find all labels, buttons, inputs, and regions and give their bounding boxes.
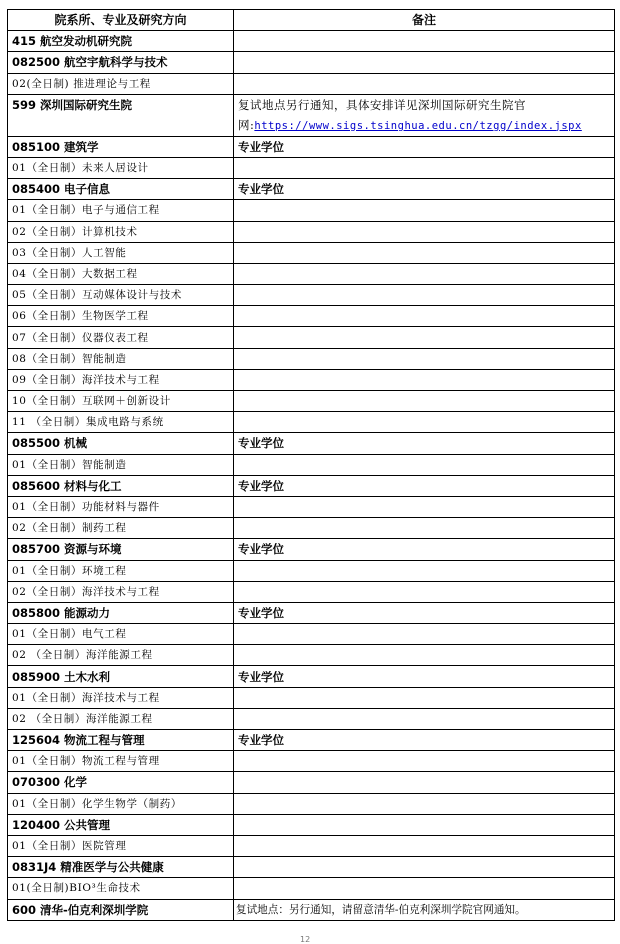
program-heading-cell: 070300 化学	[8, 772, 234, 793]
table-row	[8, 412, 615, 433]
research-direction-cell: 01（全日制）未来人居设计	[8, 157, 234, 178]
program-heading-cell: 0831J4 精准医学与公共健康	[8, 857, 234, 878]
table-row	[8, 242, 615, 263]
remarks-cell	[234, 751, 615, 772]
research-direction-cell: 02（全日制）海洋技术与工程	[8, 581, 234, 602]
remarks-cell	[234, 242, 615, 263]
table-row	[8, 73, 615, 94]
program-heading-cell: 600 清华-伯克利深圳学院	[8, 899, 234, 920]
remarks-cell	[234, 412, 615, 433]
remarks-cell	[234, 581, 615, 602]
program-heading-cell: 085800 能源动力	[8, 602, 234, 623]
program-heading-cell: 085700 资源与环境	[8, 539, 234, 560]
research-direction-cell: 02(全日制) 推进理论与工程	[8, 73, 234, 94]
table-row	[8, 391, 615, 412]
page-number: 12	[300, 935, 311, 944]
program-heading-cell: 120400 公共管理	[8, 814, 234, 835]
remarks-cell	[234, 391, 615, 412]
research-direction-cell: 01（全日制）环境工程	[8, 560, 234, 581]
table-row	[8, 666, 615, 687]
research-direction-cell: 02（全日制）制药工程	[8, 518, 234, 539]
table-row	[8, 433, 615, 454]
remarks-cell: 专业学位	[234, 179, 615, 200]
remarks-cell: 专业学位	[234, 475, 615, 496]
table-row	[8, 687, 615, 708]
table-row	[8, 645, 615, 666]
table-row	[8, 52, 615, 73]
table-row	[8, 624, 615, 645]
research-direction-cell: 01（全日制）功能材料与器件	[8, 496, 234, 517]
remarks-cell: 专业学位	[234, 730, 615, 751]
research-direction-cell: 01（全日制）智能制造	[8, 454, 234, 475]
remarks-cell	[234, 348, 615, 369]
remarks-cell	[234, 835, 615, 856]
research-direction-cell: 01（全日制）化学生物学（制药）	[8, 793, 234, 814]
table-row	[8, 751, 615, 772]
remarks-cell	[234, 306, 615, 327]
research-direction-cell: 03（全日制）人工智能	[8, 242, 234, 263]
program-heading-cell: 125604 物流工程与管理	[8, 730, 234, 751]
remarks-cell	[234, 624, 615, 645]
table-row	[8, 348, 615, 369]
table-row	[8, 263, 615, 284]
research-direction-cell: 01（全日制）电气工程	[8, 624, 234, 645]
remarks-cell	[234, 263, 615, 284]
research-direction-cell: 01（全日制）海洋技术与工程	[8, 687, 234, 708]
table-row	[8, 560, 615, 581]
table-row	[8, 306, 615, 327]
program-heading-cell: 085900 土木水利	[8, 666, 234, 687]
remarks-cell	[234, 157, 615, 178]
table-header-row	[8, 10, 615, 31]
research-direction-cell: 07（全日制）仪器仪表工程	[8, 327, 234, 348]
research-direction-cell: 04（全日制）大数据工程	[8, 263, 234, 284]
research-direction-cell: 02（全日制）计算机技术	[8, 221, 234, 242]
table-row	[8, 793, 615, 814]
table-row	[8, 772, 615, 793]
remarks-cell	[234, 94, 615, 136]
remarks-cell: 专业学位	[234, 136, 615, 157]
table-row	[8, 496, 615, 517]
remarks-cell	[234, 31, 615, 52]
remarks-cell	[234, 52, 615, 73]
research-direction-cell: 10（全日制）互联网＋创新设计	[8, 391, 234, 412]
table-body	[8, 31, 615, 921]
remarks-cell: 复试地点：另行通知，请留意清华-伯克利深圳学院官网通知。	[234, 899, 615, 920]
table-row	[8, 285, 615, 306]
program-heading-cell: 599 深圳国际研究生院	[8, 94, 234, 136]
program-heading-cell: 415 航空发动机研究院	[8, 31, 234, 52]
remarks-cell	[234, 327, 615, 348]
research-direction-cell: 11 （全日制）集成电路与系统	[8, 412, 234, 433]
remarks-cell	[234, 814, 615, 835]
remarks-cell: 专业学位	[234, 539, 615, 560]
table-row	[8, 581, 615, 602]
remarks-cell: 专业学位	[234, 602, 615, 623]
table-row	[8, 857, 615, 878]
remarks-cell	[234, 285, 615, 306]
table-row	[8, 94, 615, 136]
remarks-cell	[234, 221, 615, 242]
program-heading-cell: 085600 材料与化工	[8, 475, 234, 496]
remarks-cell	[234, 496, 615, 517]
table-row	[8, 899, 615, 920]
table-row	[8, 602, 615, 623]
table-row	[8, 327, 615, 348]
research-direction-cell: 01（全日制）物流工程与管理	[8, 751, 234, 772]
research-direction-cell: 06（全日制）生物医学工程	[8, 306, 234, 327]
remarks-cell	[234, 708, 615, 729]
header-remarks: 备注	[234, 10, 615, 31]
remarks-cell	[234, 200, 615, 221]
research-direction-cell: 01（全日制）电子与通信工程	[8, 200, 234, 221]
remarks-cell	[234, 687, 615, 708]
remarks-cell	[234, 857, 615, 878]
table-row	[8, 878, 615, 899]
research-direction-cell: 09（全日制）海洋技术与工程	[8, 369, 234, 390]
table-row	[8, 475, 615, 496]
table-row	[8, 518, 615, 539]
research-direction-cell: 01(全日制)BIO³生命技术	[8, 878, 234, 899]
admission-table	[7, 9, 615, 921]
table-row	[8, 814, 615, 835]
table-row	[8, 136, 615, 157]
program-heading-cell: 085500 机械	[8, 433, 234, 454]
research-direction-cell: 02 （全日制）海洋能源工程	[8, 708, 234, 729]
program-heading-cell: 082500 航空宇航科学与技术	[8, 52, 234, 73]
remarks-cell	[234, 645, 615, 666]
remarks-cell	[234, 73, 615, 94]
table-row	[8, 369, 615, 390]
table-row	[8, 31, 615, 52]
table-row	[8, 179, 615, 200]
remarks-cell	[234, 772, 615, 793]
table-row	[8, 454, 615, 475]
sigs-notice-link[interactable]: https://www.sigs.tsinghua.edu.cn/tzgg/index.jspx	[254, 119, 582, 132]
table-row	[8, 200, 615, 221]
remarks-cell	[234, 793, 615, 814]
header-program: 院系所、专业及研究方向	[8, 10, 234, 31]
table-row	[8, 157, 615, 178]
program-heading-cell: 085100 建筑学	[8, 136, 234, 157]
remarks-cell	[234, 878, 615, 899]
research-direction-cell: 02 （全日制）海洋能源工程	[8, 645, 234, 666]
table-row	[8, 835, 615, 856]
table-row	[8, 221, 615, 242]
research-direction-cell: 08（全日制）智能制造	[8, 348, 234, 369]
table-row	[8, 708, 615, 729]
table-row	[8, 539, 615, 560]
remarks-cell	[234, 560, 615, 581]
remarks-cell	[234, 369, 615, 390]
remarks-cell	[234, 518, 615, 539]
remarks-cell: 专业学位	[234, 433, 615, 454]
research-direction-cell: 01（全日制）医院管理	[8, 835, 234, 856]
research-direction-cell: 05（全日制）互动媒体设计与技术	[8, 285, 234, 306]
program-heading-cell: 085400 电子信息	[8, 179, 234, 200]
table-row	[8, 730, 615, 751]
remarks-cell: 专业学位	[234, 666, 615, 687]
remarks-cell	[234, 454, 615, 475]
remarks-text: 复试地点另行通知，具体安排详见深圳国际研究生院官网:	[238, 97, 526, 132]
